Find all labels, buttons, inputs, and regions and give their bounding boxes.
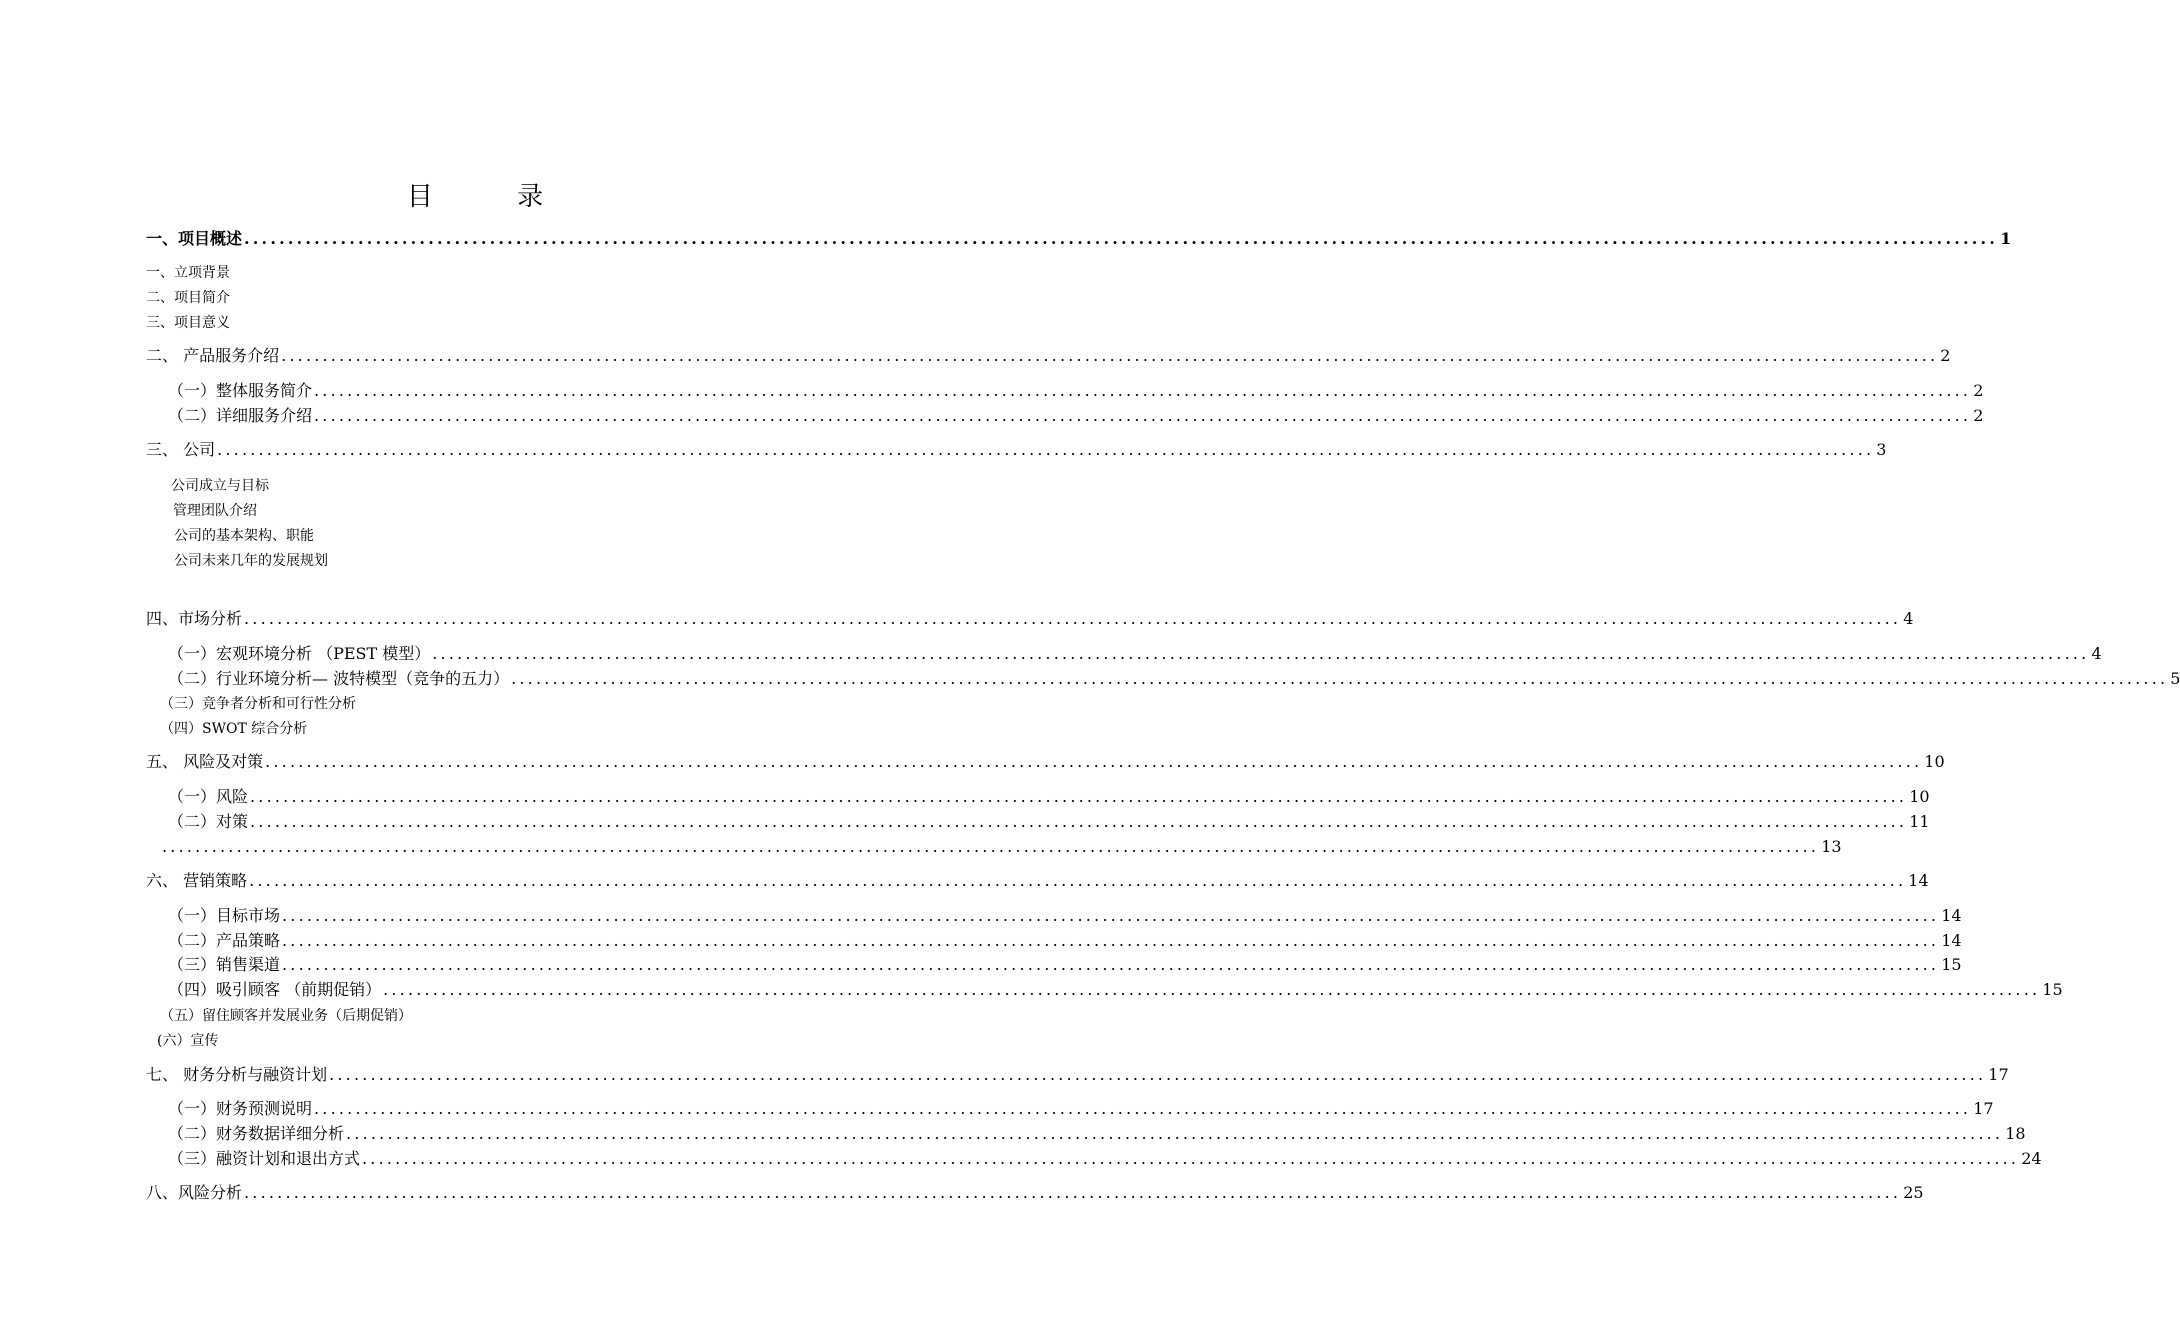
toc-page-number: 25 (1903, 1183, 1924, 1202)
toc-page-number: 3 (1876, 440, 1887, 459)
toc-leader-dots: ........................................................................................................................................................................................................ (511, 669, 2169, 688)
toc-entry-label: （四）吸引顾客 （前期促销） (168, 980, 382, 999)
toc-leader-dots: ........................................................................................................................................................................................................ (346, 1124, 2004, 1143)
toc-leader-dots: ........................................................................................................................................................................................................ (244, 1183, 1902, 1202)
toc-subitem[interactable]: 一、立项背景 (146, 265, 230, 281)
toc-page-number: 11 (1909, 812, 1930, 831)
toc-entry-label: 二、 产品服务介绍 (146, 346, 280, 365)
toc-leader-dots: ........................................................................................................................................................................................................ (250, 787, 1908, 806)
toc-subitem[interactable]: （五）留住顾客并发展业务（后期促销） (160, 1008, 412, 1024)
toc-entry-label: （二）对策 (168, 812, 249, 831)
toc-entry[interactable] (168, 954, 1962, 976)
toc-subitem[interactable]: (六）宣传 (157, 1033, 219, 1049)
toc-entry-label: （二）行业环境分析— 波特模型（竞争的五力） (168, 669, 510, 688)
toc-entry[interactable] (168, 979, 2063, 1001)
toc-entry[interactable] (168, 811, 1930, 833)
toc-entry[interactable] (168, 786, 1930, 808)
toc-leader-dots: ........................................................................................................................................................................................................ (362, 1149, 2020, 1168)
toc-entry[interactable] (168, 380, 1984, 402)
toc-entry-label: 五、 风险及对策 (146, 752, 264, 771)
toc-page-number: 24 (2021, 1149, 2042, 1168)
toc-page-number: 2 (1940, 346, 1951, 365)
toc-entry-label: （一）整体服务简介 (168, 381, 313, 400)
toc-page-number: 15 (1941, 955, 1962, 974)
toc-entry[interactable] (146, 870, 1929, 892)
toc-page-number: 14 (1941, 906, 1962, 925)
toc-entry-label: （一）财务预测说明 (168, 1099, 313, 1118)
toc-entry[interactable] (160, 836, 1842, 858)
toc-entry[interactable] (168, 405, 1984, 427)
toc-leader-dots: ........................................................................................................................................................................................................ (250, 812, 1908, 831)
toc-leader-dots: ........................................................................................................................................................................................................ (383, 980, 2041, 999)
toc-entry[interactable] (146, 345, 1951, 367)
toc-leader-dots: ........................................................................................................................................................................................................ (281, 346, 1939, 365)
toc-page-number: 14 (1908, 871, 1929, 890)
toc-entry-label: （一）风险 (168, 787, 249, 806)
toc-entry[interactable] (146, 1182, 1924, 1204)
toc-page-number: 4 (2091, 644, 2102, 663)
toc-subitem[interactable]: （四）SWOT 综合分析 (160, 721, 308, 737)
toc-page-number: 15 (2042, 980, 2063, 999)
toc-page-number: 2 (1973, 406, 1984, 425)
toc-entry-label: （二）产品策略 (168, 931, 281, 950)
toc-leader-dots: ........................................................................................................................................................................................................ (265, 752, 1923, 771)
toc-subitem[interactable]: 二、项目简介 (146, 290, 230, 306)
toc-entry[interactable] (168, 905, 1962, 927)
toc-leader-dots: ........................................................................................................................................................................................................ (314, 1099, 1972, 1118)
toc-leader-dots: ........................................................................................................................................................................................................ (282, 931, 1940, 950)
toc-subitem[interactable]: （三）竞争者分析和可行性分析 (160, 696, 356, 712)
toc-leader-dots: ........................................................................................................................................................................................................ (162, 837, 1820, 856)
toc-entry-label: 一、项目概述 (146, 229, 243, 248)
toc-entry-label: 七、 财务分析与融资计划 (146, 1065, 328, 1084)
toc-entry[interactable] (168, 1123, 2026, 1145)
toc-leader-dots: ........................................................................................................................................................................................................ (314, 381, 1972, 400)
toc-leader-dots: ........................................................................................................................................................................................................ (432, 644, 2090, 663)
toc-entry[interactable] (168, 1098, 1994, 1120)
toc-entry-label: （一）目标市场 (168, 906, 281, 925)
toc-entry[interactable] (168, 1148, 2042, 1170)
toc-entry[interactable] (146, 751, 1945, 773)
toc-entry-label: 四、市场分析 (146, 609, 243, 628)
toc-entry[interactable] (168, 668, 2180, 690)
toc-leader-dots: ........................................................................................................................................................................................................ (282, 955, 1940, 974)
toc-entry[interactable] (146, 1064, 2009, 1086)
toc-entry-label: （三）销售渠道 (168, 955, 281, 974)
toc-page-number: 2 (1973, 381, 1984, 400)
toc-entry-label: 八、风险分析 (146, 1183, 243, 1202)
toc-entry[interactable] (146, 439, 1887, 461)
toc-leader-dots: ........................................................................................................................................................................................................ (314, 406, 1972, 425)
toc-entry-label: 三、 公司 (146, 440, 216, 459)
toc-page-number: 4 (1903, 609, 1914, 628)
toc-leader-dots: ........................................................................................................................................................................................................ (249, 871, 1907, 890)
toc-leader-dots: ........................................................................................................................................................................................................ (244, 229, 1999, 248)
toc-page-number: 1 (2000, 229, 2012, 248)
toc-entry[interactable] (146, 608, 1914, 630)
toc-entry[interactable] (168, 930, 1962, 952)
toc-title: 目 录 (406, 182, 582, 212)
toc-entry-label: （三）融资计划和退出方式 (168, 1149, 361, 1168)
toc-subitem[interactable]: 公司的基本架构、职能 (174, 528, 314, 544)
toc-entry-label: （一）宏观环境分析 （PEST 模型） (168, 644, 431, 663)
toc-page-number: 17 (1973, 1099, 1994, 1118)
toc-subitem[interactable]: 公司未来几年的发展规划 (174, 553, 328, 569)
toc-leader-dots: ........................................................................................................................................................................................................ (217, 440, 1875, 459)
toc-page-number: 13 (1821, 837, 1842, 856)
toc-entry[interactable] (146, 228, 2012, 250)
toc-leader-dots: ........................................................................................................................................................................................................ (329, 1065, 1987, 1084)
toc-page-number: 14 (1941, 931, 1962, 950)
toc-page-number: 10 (1924, 752, 1945, 771)
toc-entry-label: 六、 营销策略 (146, 871, 248, 890)
toc-entry-label: （二）详细服务介绍 (168, 406, 313, 425)
toc-leader-dots: ........................................................................................................................................................................................................ (282, 906, 1940, 925)
toc-leader-dots: ........................................................................................................................................................................................................ (244, 609, 1902, 628)
toc-subitem[interactable]: 三、项目意义 (146, 315, 230, 331)
toc-entry[interactable] (168, 643, 2102, 665)
toc-entry-label: （二）财务数据详细分析 (168, 1124, 345, 1143)
toc-subitem[interactable]: 管理团队介绍 (173, 503, 257, 519)
toc-page-number: 18 (2005, 1124, 2026, 1143)
toc-page-number: 10 (1909, 787, 1930, 806)
toc-page-number: 17 (1988, 1065, 2009, 1084)
toc-subitem[interactable]: 公司成立与目标 (171, 478, 269, 494)
toc-page-number: 5 (2170, 669, 2180, 688)
